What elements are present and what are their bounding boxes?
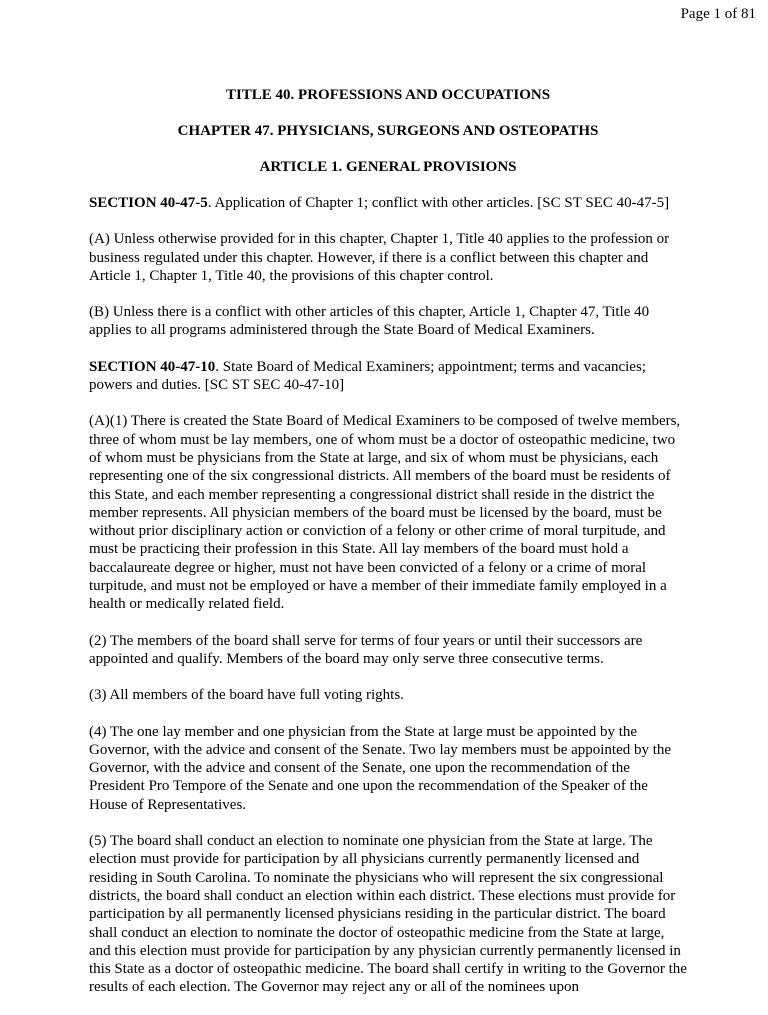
- section-number: SECTION 40-47-5: [89, 195, 208, 211]
- section-40-47-10-paragraph-5: (5) The board shall conduct an election to nominate one physician from the State at large. The election must provide for participation by all physicians currently permanently licensed and residing in South Carolina. To nominate the physicians who will represent the six congressional districts, the board shall conduct an election within each district. These elections must provide for participation by all permanently licensed physicians residing in the particular district. The board shall conduct an election to nominate the doctor of osteopathic medicine from the State at large, and this election must provide for participation by any physician currently permanently licensed in this State as a doctor of osteopathic medicine. The board shall certify in writing to the Governor the results of each election. The Governor may reject any or all of the nominees upon: [89, 833, 687, 996]
- chapter-heading: CHAPTER 47. PHYSICIANS, SURGEONS AND OSTEOPATHS: [177, 123, 599, 139]
- document-body: [89, 86, 687, 1015]
- section-40-47-10-paragraph-4: (4) The one lay member and one physician from the State at large must be appointed by the Governor, with the advice and consent of the Senate. Two lay members must be appointed by the Governor, with the advice and consent of the Senate, one upon the recommendation of the President Pro Tempore of the Senate and one upon the recommendation of the Speaker of the House of Representatives.: [89, 723, 672, 813]
- section-40-47-5-paragraph-a: (A) Unless otherwise provided for in this chapter, Chapter 1, Title 40 applies to the profession or business regulated under this chapter. However, if there is a conflict between this chapter and Article 1, Chapter 1, Title 40, the provisions of this chapter control.: [89, 231, 670, 284]
- title-heading: TITLE 40. PROFESSIONS AND OCCUPATIONS: [225, 87, 551, 103]
- section-40-47-10-paragraph-a1: (A)(1) There is created the State Board of Medical Examiners to be composed of twelve members, three of whom must be lay members, one of whom must be a doctor of osteopathic medicine, two of whom must be physicians from the State at large, and six of whom must be physicians, each representing one of the six congressional districts. All members of the board must be residents of this State, and each member representing a congressional district shall reside in the district the member represents. All physician members of the board must be licensed by the board, must be without prior disciplinary action or conviction of a felony or other crime of moral turpitude, and must be practicing their profession in this State. All lay members of the board must hold a baccalaureate degree or higher, must not have been convicted of a felony or a crime of moral turpitude, and must not be employed or have a member of their immediate family employed in a health or medically related field.: [89, 413, 681, 613]
- section-40-47-10-paragraph-3: (3) All members of the board have full voting rights.: [89, 687, 404, 704]
- section-title: . State Board of Medical Examiners; appointment; terms and vacancies; powers and duties. [SC ST SEC 40-47-10]: [89, 358, 646, 394]
- section-title: . Application of Chapter 1; conflict with other articles. [SC ST SEC 40-47-5]: [207, 195, 670, 211]
- page-number: Page 1 of 81: [680, 6, 756, 22]
- section-40-47-10-heading: [89, 358, 687, 395]
- section-40-47-5-heading: [89, 194, 687, 212]
- section-number: SECTION 40-47-10: [89, 358, 216, 375]
- section-40-47-5-paragraph-b: (B) Unless there is a conflict with other articles of this chapter, Article 1, Chapter 47, Title 40 applies to all programs administered through the State Board of Medical Examiners.: [89, 304, 650, 339]
- article-heading: ARTICLE 1. GENERAL PROVISIONS: [259, 159, 517, 175]
- section-40-47-10-paragraph-2: (2) The members of the board shall serve for terms of four years or until their successors are appointed and qualify. Members of the board may only serve three consecutive terms.: [89, 632, 643, 667]
